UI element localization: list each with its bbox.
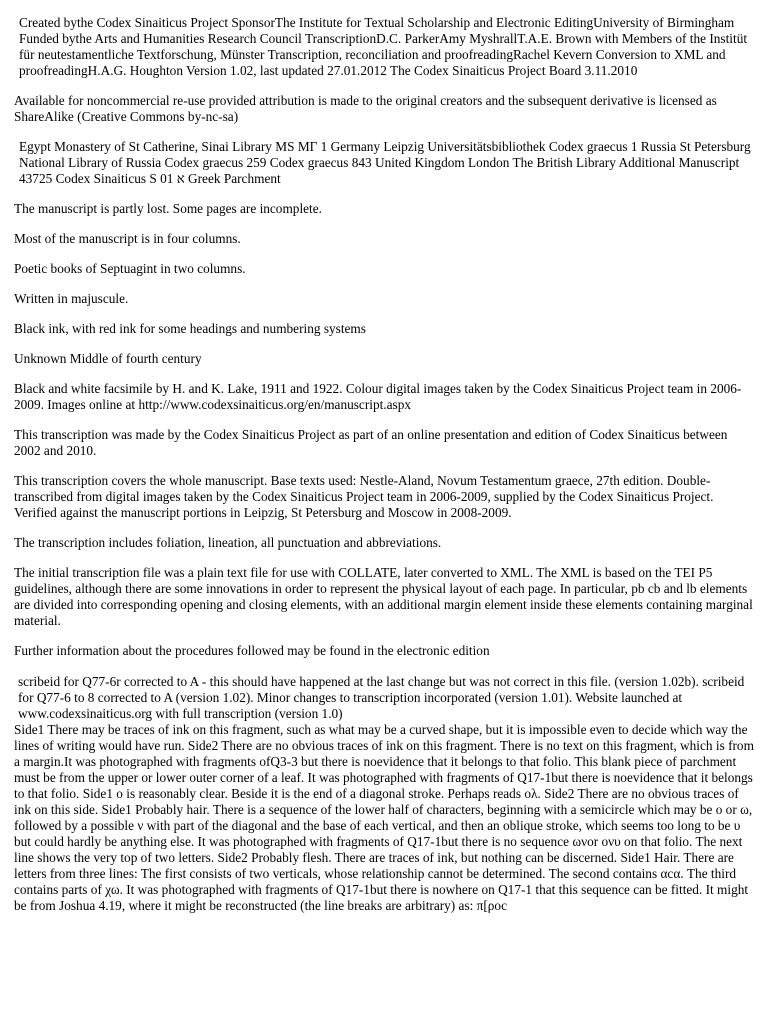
fragment-notes: Side1 There may be traces of ink on this fragment, such as what may be a curved shape, but it is impossible even to decide which way the lines of writing would have run. Side2 There are no obvious traces of ink on this fragment. There is no text on this fragment, which is from a margin.It was photographed with fragments ofQ3-3 but there is noevidence that it belongs to that folio. This blank piece of parchment must be from the upper or lower outer corner of a leaf. It was photographed with fragments of Q17-1but there is noevidence that it belongs to that folio. Side1 ο is reasonably clear. Beside it is the end of a diagonal stroke. Perhaps reads ολ. Side2 There are no obvious traces of ink on this side. Side1 Probably hair. There is a sequence of the lower half of characters, beginning with a semicircle which may be ο or ω, followed by a possible ν with part of the diagonal and the base of each vertical, and then an oblique stroke, which seems too long to be υ but could hardly be anything else. It was photographed with fragments of Q17-1but there is no sequence ωνοr ονυ on that folio. The next line shows the very top of two letters. Side2 Probably flesh. There are traces of ink, but nothing can be discerned. Side1 Hair. There are letters from three lines: The first consists of two verticals, whose relationship cannot be determined. The second contains αcα. The third contains parts of χω. It was photographed with fragments of Q17-1but there is nowhere on Q17-1 that this sequence can be fitted. It might be from Joshua 4.19, where it might be reconstructed (the line breaks are arbitrary) as: π[ροc: [14, 722, 754, 913]
encoding-description: The initial transcription file was a plain text file for use with COLLATE, later converted to XML. The XML is based on the TEI P5 guidelines, although there are some innovations in order to represent the physical layout of each page. In particular, pb cb and lb elements are divided into corresponding opening and closing elements, with an additional margin element inside these elements containing marginal material.: [14, 565, 753, 628]
project-credits: Created bythe Codex Sinaiticus Project SponsorThe Institute for Textual Scholarship and Electronic EditingUniversity of Birmingham Funded bythe Arts and Humanities Research Council TranscriptionD.C. ParkerAmy MyshrallT.A.E. Brown with Members of the Institüt für neutestamentliche Textforschung, Münster Transcription, reconciliation and proofreadingRachel Kevern Conversion to XML and proofreadingH.A.G. Houghton Version 1.02, last updated 27.01.2012 The Codex Sinaiticus Project Board 3.11.2010: [19, 15, 748, 78]
license-statement: Available for noncommercial re-use provided attribution is made to the original creators and the subsequent derivative is licensed as ShareAlike (Creative Commons by-nc-sa): [14, 93, 717, 124]
further-information: Further information about the procedures followed may be found in the electronic edition: [14, 643, 490, 658]
manuscript-locations: Egypt Monastery of St Catherine, Sinai Library MS ΜΓ 1 Germany Leipzig Universitätsbibliothek Codex graecus 1 Russia St Petersburg National Library of Russia Codex graecus 259 Codex graecus 843 United Kingdom London The British Library Additional Manuscript 43725 Codex Sinaiticus S 01 א Greek Parchment: [19, 139, 751, 186]
ink-note: Black ink, with red ink for some headings and numbering systems: [14, 321, 366, 336]
script-note: Written in majuscule.: [14, 291, 129, 306]
layout-note: Most of the manuscript is in four columns.: [14, 231, 241, 246]
poetic-books-note: Poetic books of Septuagint in two columns.: [14, 261, 246, 276]
condition-note: The manuscript is partly lost. Some pages are incomplete.: [14, 201, 322, 216]
transcription-includes: The transcription includes foliation, lineation, all punctuation and abbreviations.: [14, 535, 442, 550]
transcription-origin: This transcription was made by the Codex Sinaiticus Project as part of an online presentation and edition of Codex Sinaiticus between 2002 and 2010.: [14, 427, 728, 458]
transcription-coverage: This transcription covers the whole manuscript. Base texts used: Nestle-Aland, Novum Testamentum graece, 27th edition. Double-transcribed from digital images taken by the Codex Sinaiticus Project team in 2006-2009, supplied by the Codex Sinaiticus Project. Verified against the manuscript portions in Leipzig, St Petersburg and Moscow in 2008-2009.: [14, 473, 714, 520]
facsimile-note: Black and white facsimile by H. and K. Lake, 1911 and 1922. Colour digital images taken by the Codex Sinaiticus Project team in 2006-2009. Images online at http://www.codexsinaiticus.org/en/manuscript.aspx: [14, 381, 742, 412]
date-note: Unknown Middle of fourth century: [14, 351, 202, 366]
change-log: scribeid for Q77-6r corrected to A - this should have happened at the last change but was not correct in this file. (version 1.02b). scribeid for Q77-6 to 8 corrected to A (version 1.02). Minor changes to transcription incorporated (version 1.01). Website launched at www.codexsinaiticus.org with full transcription (version 1.0): [18, 674, 745, 721]
